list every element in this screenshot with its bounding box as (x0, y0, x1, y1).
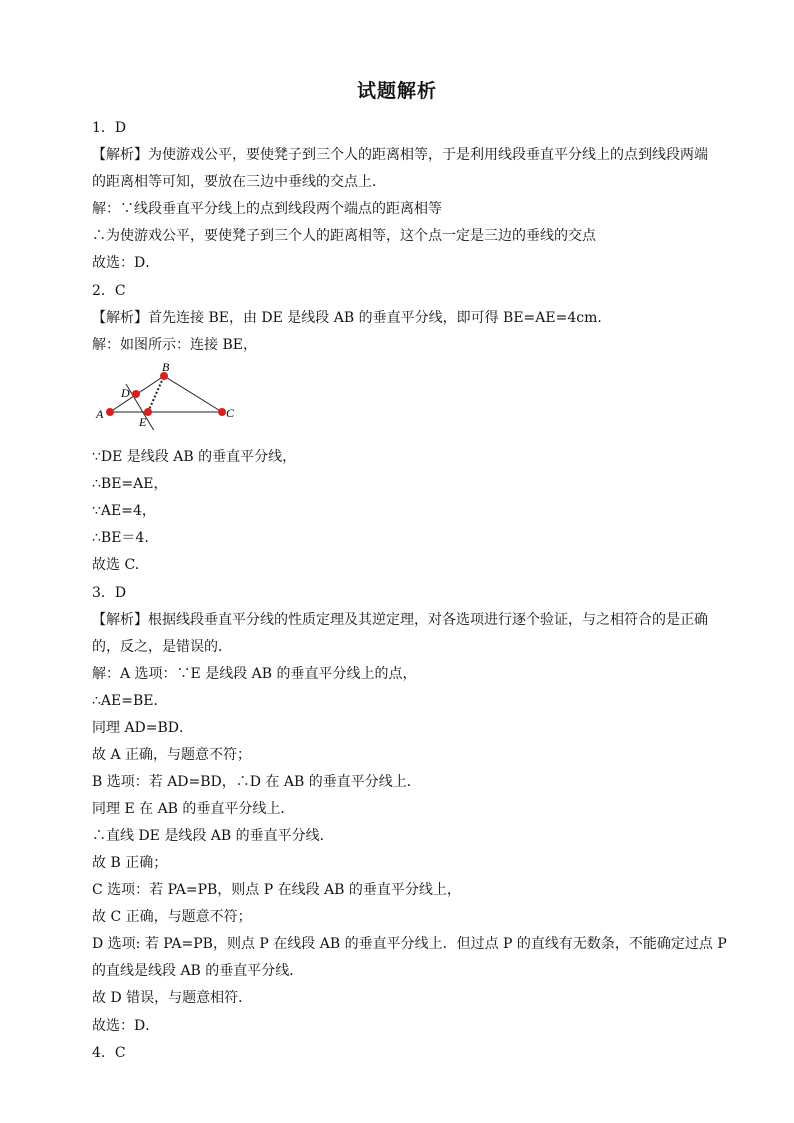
segment-bc (164, 376, 222, 412)
choice-line: 故选：D． (92, 1018, 160, 1034)
solution-line: 解：A 选项：∵E 是线段 AB 的垂直平分线上的点， (92, 666, 417, 682)
solution-line: ∴为使游戏公平，要使凳子到三个人的距离相等，这个点一定是三边的垂线的交点 (92, 228, 596, 244)
solution-line: C 选项：若 PA=PB，则点 P 在线段 AB 的垂直平分线上， (92, 882, 461, 898)
solution-line: ∴直线 DE 是线段 AB 的垂直平分线． (92, 828, 334, 844)
point-c (218, 408, 226, 416)
choice-line: 故选 C. (92, 557, 140, 573)
solution-line: 故 A 正确，与题意不符； (92, 747, 252, 763)
solution-line: ∴AE=BE． (92, 693, 168, 709)
answer-line-2: 2．C (92, 283, 126, 299)
solution-line: 解：如图所示：连接 BE， (92, 337, 257, 353)
answer-line-3: 3．D (92, 585, 127, 601)
label-b: B (162, 360, 170, 374)
answer-line-1: 1．D (92, 120, 127, 136)
solution-line: 的直线是线段 AB 的垂直平分线． (92, 963, 304, 979)
point-d (132, 390, 140, 398)
solution-line: 同理 E 在 AB 的垂直平分线上． (92, 801, 295, 817)
label-c: C (226, 406, 235, 420)
solution-line: D 选项: 若 PA=PB，则点 P 在线段 AB 的垂直平分线上．但过点 P 的直线有无数条，不能确定过点 P (92, 936, 727, 952)
analysis-line-3a: 【解析】根据线段垂直平分线的性质定理及其逆定理，对各选项进行逐个验证，与之相符合的是正确 (92, 612, 708, 628)
solution-line: ∵DE 是线段 AB 的垂直平分线， (92, 449, 297, 465)
solution-line: ∴BE=AE， (92, 476, 168, 492)
page-title: 试题解析 (356, 80, 437, 102)
solution-line: ∵AE=4， (92, 503, 156, 519)
solution-line: 故 C 正确，与题意不符； (92, 909, 252, 925)
solution-line: ∴BE＝4. (92, 530, 149, 546)
answer-line-4: 4．C (92, 1045, 126, 1061)
analysis-line-1a: 【解析】为使游戏公平，要使凳子到三个人的距离相等，于是利用线段垂直平分线上的点到线段两端 (92, 147, 708, 163)
label-a: A (96, 407, 104, 421)
point-a (106, 408, 114, 416)
solution-line: 解：∵线段垂直平分线上的点到线段两个端点的距离相等 (92, 201, 442, 217)
solution-line: 故 B 正确； (92, 855, 168, 871)
label-e: E (139, 415, 147, 429)
solution-line: 同理 AD=BD． (92, 720, 194, 736)
label-d: D (121, 386, 130, 400)
analysis-line-1b: 的距离相等可知，要放在三边中垂线的交点上． (92, 174, 386, 190)
triangle-figure (92, 358, 242, 430)
solution-line: B 选项：若 AD=BD，∴D 在 AB 的垂直平分线上． (92, 774, 421, 790)
analysis-line-3b: 的，反之，是错误的． (92, 639, 232, 655)
choice-line: 故选：D． (92, 255, 160, 271)
analysis-line-2: 【解析】首先连接 BE，由 DE 是线段 AB 的垂直平分线，即可得 BE=AE=4cm. (92, 310, 602, 326)
solution-line: 故 D 错误，与题意相符． (92, 990, 253, 1006)
